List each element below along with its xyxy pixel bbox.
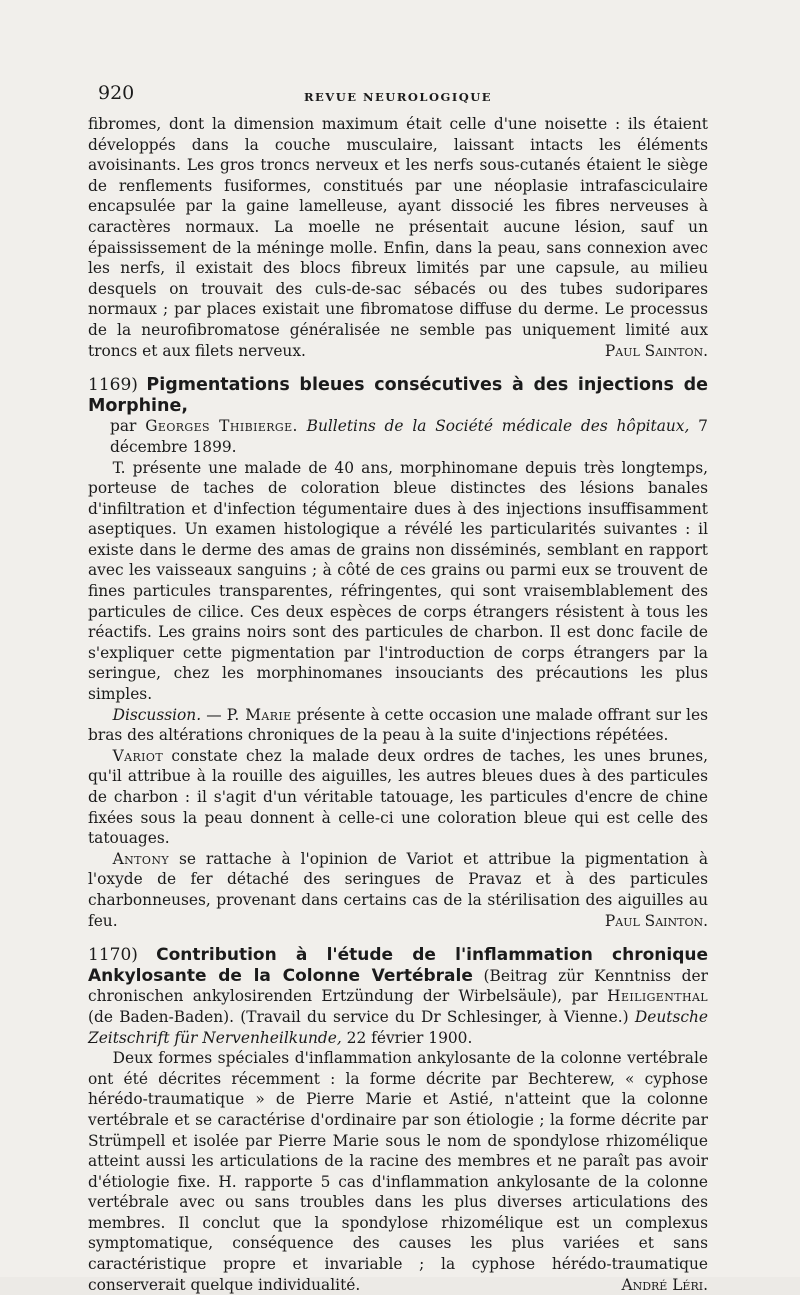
abstract-1170-german-title: (Beitrag zür Kenntniss der chronischen ankylosirenden Ertzündung der Wirbelsäule), xyxy=(88,966,708,1006)
page-number: 920 xyxy=(98,82,135,104)
discussant-marie: P. Marie xyxy=(226,705,292,724)
abstract-1170-service: (Travail du service du Dr Schlesinger, à Vienne.) xyxy=(240,1007,629,1026)
discussion-antony-text: se rattache à l'opinion de Variot et attribue la pigmentation à l'oxyde de fer détaché des seringues de Pravaz et à des particules charbonneuses, provenant dans certains cas de la stérilisation des aiguilles au feu. xyxy=(88,849,708,930)
abstract-1169-discussion xyxy=(88,705,708,746)
abstract-1170-byline-prefix: par xyxy=(571,987,598,1006)
abstract-1170-title: Contribution à l'étude de l'inflammation chronique Ankylosante de la Colonne Vertébrale xyxy=(88,945,708,986)
abstract-1169-paragraph: T. présente une malade de 40 ans, morphinomane depuis très longtemps, porteuse de taches de coloration bleue distinctes des lésions banales d'infiltration et d'infection tégumentaire dues à des injections insuffisamment aseptiques. Un examen histologique a révélé les particularités suivantes : il existe dans le derme des amas de grains non disséminés, semblant en rapport avec les vaisseaux sanguins ; à côté de ces grains ou parmi eux se trouvent de fines particules transparentes, réfringentes, qui sont vraisemblablement des particules de cilice. Ces deux espèces de corps étrangers résistent à tous les réactifs. Les grains noirs sont des particules de charbon. Il est donc facile de s'expliquer cette pigmentation par l'introduction de corps étrangers par la seringue, chez les morphinomanes insouciants des précautions les plus simples. xyxy=(88,458,708,704)
abstract-1169-author: Georges Thibierge. xyxy=(145,417,298,436)
abstract-1170-journal: Deutsche Zeitschrift für Nervenheilkunde, xyxy=(88,1007,708,1047)
abstract-1170-paragraph xyxy=(88,1048,708,1295)
abstract-1169-antony xyxy=(88,849,708,931)
abstract-1169-signature: Paul Sainton. xyxy=(604,911,708,930)
abstract-1170-text: Deux formes spéciales d'inflammation ankylosante de la colonne vertébrale ont été décrites récemment : la forme décrite par Bechterew, « cyphose hérédo-traumatique » de Pierre Marie et Astié, n'atteint que la colonne vertébrale et se caractérise d'ordinaire par son étiologie ; la forme décrite par Strümpell et isolée par Pierre Marie sous le nom de spondylose rhizomélique atteint aussi les articulations de la racine des membres et ne paraît pas avoir d'étiologie fixe. H. rapporte 5 cas d'inflammation ankylosante de la colonne vertébrale avec ou sans troubles dans les plus diverses articulations des membres. Il conclut que la spondylose rhizomélique est un complexus symptomatique, conséquence des causes les plus variées et sans caractéristique propre et invariable ; la cyphose hérédo-traumatique conserverait quelque individualité. xyxy=(88,1049,708,1294)
abstract-1169-byline xyxy=(110,416,708,457)
intro-signature: Paul Sainton. xyxy=(604,341,708,360)
abstract-1169-byline-prefix: par xyxy=(110,417,137,436)
abstract-1169-number: 1169) xyxy=(88,375,138,396)
intro-paragraph xyxy=(88,114,708,361)
discussant-antony: Antony xyxy=(112,849,170,868)
discussant-variot: Variot xyxy=(112,746,164,765)
abstract-1170-author-place: (de Baden-Baden). xyxy=(88,1007,235,1026)
discussion-variot-text: constate chez la malade deux ordres de taches, les unes brunes, qu'il attribue à la rouille des aiguilles, les autres bleues dues à des particules de charbon : il s'agit d'un véritable tatouage, les particules d'encre de chine fixées sous la peau donnent à celle-ci une coloration bleue qui est celle des tatouages. xyxy=(88,746,708,848)
abstract-1170-heading xyxy=(88,945,708,1048)
discussion-dash: — xyxy=(201,705,227,724)
page-header xyxy=(88,82,708,114)
abstract-1170-number: 1170) xyxy=(88,945,138,966)
abstract-1169-title: Pigmentations bleues consécutives à des injections de Morphine, xyxy=(88,375,708,416)
abstract-1169-heading xyxy=(88,375,708,457)
discussion-marie-text: présente à cette occasion une malade offrant sur les bras des altérations chroniques de la peau à la suite d'injections répétées. xyxy=(88,705,708,745)
article-body xyxy=(88,114,708,1295)
intro-text: fibromes, dont la dimension maximum était celle d'une noisette : ils étaient développés dans la couche musculaire, laissant intacts les éléments avoisinants. Les gros troncs nerveux et les nerfs sous-cutanés étaient le siège de renflements fusiformes, constitués par une néoplasie intrafasciculaire encapsulée par la gaine lamelleuse, ayant dissocié les fibres nerveuses à caractères normaux. La moelle ne présentait aucune lésion, sauf un épaississement de la méninge molle. Enfin, dans la peau, sans connexion avec les nerfs, il existait des blocs fibreux limités par une capsule, au milieu desquels on trouvait des culs-de-sac sébacés ou des tubes sudoripares normaux ; par places existait une fibromatose diffuse du derme. Le processus de la neurofibromatose généralisée ne semble pas uniquement limité aux troncs et aux filets nerveux. xyxy=(88,115,708,360)
discussion-label: Discussion. xyxy=(112,705,202,724)
abstract-1170-signature: André Léri. xyxy=(621,1275,708,1294)
abstract-1169-date: 7 décembre 1899. xyxy=(110,417,708,456)
abstract-1169-journal: Bulletins de la Société médicale des hôpitaux, xyxy=(306,417,690,436)
abstract-1169-variot xyxy=(88,746,708,849)
abstract-1170-author: Heiligenthal xyxy=(607,987,708,1006)
running-title: REVUE NEUROLOGIQUE xyxy=(303,90,493,104)
abstract-1170-date: 22 février 1900. xyxy=(346,1028,473,1047)
